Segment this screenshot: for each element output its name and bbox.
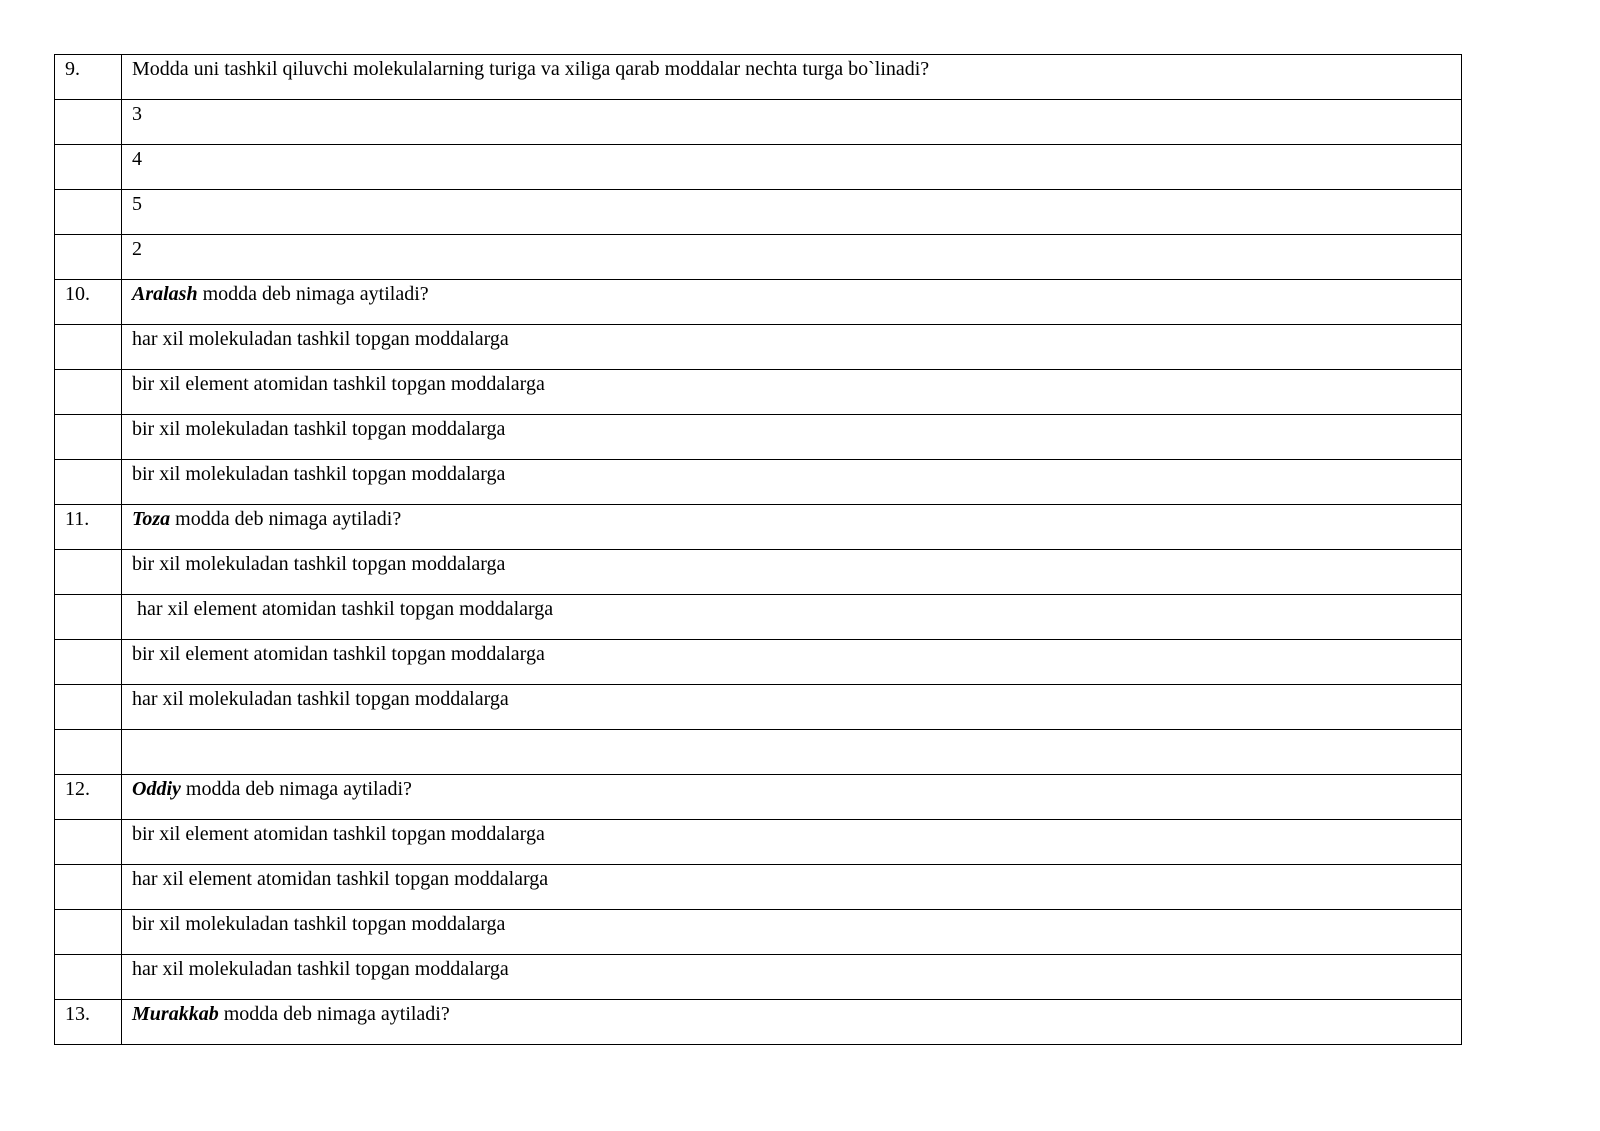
answer-option-row [55, 685, 1462, 730]
question-number [65, 235, 121, 239]
quiz-table [54, 54, 1462, 1045]
answer-option-cell [122, 865, 1462, 910]
question-text-cell [122, 55, 1462, 100]
answer-option-row [55, 325, 1462, 370]
answer-option-text [132, 640, 1461, 664]
answer-option-cell [122, 460, 1462, 505]
text-body: 5 [132, 193, 142, 215]
question-number: 10. [65, 283, 90, 305]
question-number [65, 640, 121, 644]
quiz-table-body [55, 55, 1462, 1045]
question-number-cell [55, 1000, 122, 1045]
answer-option-cell [122, 640, 1462, 685]
answer-option-text [132, 370, 1461, 394]
answer-option-row [55, 145, 1462, 190]
answer-option-row [55, 550, 1462, 595]
question-text [132, 1000, 1461, 1024]
question-number: 12. [65, 778, 90, 800]
text-body: bir xil element atomidan tashkil topgan moddalarga [132, 373, 545, 395]
text-body: 2 [132, 238, 142, 260]
text-body: bir xil molekuladan tashkil topgan moddalarga [132, 553, 506, 575]
answer-option-text [132, 325, 1461, 349]
answer-option-cell [122, 145, 1462, 190]
answer-option-text [132, 685, 1461, 709]
answer-option-cell [122, 370, 1462, 415]
answer-option-row [55, 820, 1462, 865]
text-body: bir xil molekuladan tashkil topgan moddalarga [132, 463, 506, 485]
question-text-cell [122, 505, 1462, 550]
question-number-cell [55, 955, 122, 1000]
answer-option-text [132, 865, 1461, 889]
answer-option-row [55, 190, 1462, 235]
question-number [65, 865, 121, 869]
question-number [65, 955, 121, 959]
answer-option-row [55, 595, 1462, 640]
text-body: modda deb nimaga aytiladi? [180, 778, 412, 800]
answer-option-cell [122, 235, 1462, 280]
question-number-cell [55, 280, 122, 325]
question-number [65, 730, 121, 734]
text-body: har xil element atomidan tashkil topgan moddalarga [132, 868, 549, 890]
answer-option-cell [122, 550, 1462, 595]
question-number-cell [55, 820, 122, 865]
text-body: bir xil element atomidan tashkil topgan moddalarga [132, 643, 545, 665]
question-number-cell [55, 460, 122, 505]
text-body: modda deb nimaga aytiladi? [218, 1003, 450, 1025]
question-number-cell [55, 235, 122, 280]
text-body: Modda uni tashkil qiluvchi molekulalarning turiga va xiliga qarab moddalar nechta turga bo`linadi? [132, 58, 930, 80]
question-row [55, 55, 1462, 100]
answer-option-row [55, 370, 1462, 415]
question-number-cell [55, 595, 122, 640]
answer-option-cell [122, 595, 1462, 640]
question-number-cell [55, 865, 122, 910]
question-keyword: Toza [132, 508, 171, 530]
question-number [65, 415, 121, 419]
question-number [65, 685, 121, 689]
text-body: har xil molekuladan tashkil topgan moddalarga [132, 328, 509, 350]
question-number [65, 100, 121, 104]
answer-option-text [132, 460, 1461, 484]
question-number-cell [55, 685, 122, 730]
question-row [55, 505, 1462, 550]
question-number: 13. [65, 1003, 90, 1025]
answer-option-cell [122, 415, 1462, 460]
answer-option-cell [122, 910, 1462, 955]
question-number-cell [55, 550, 122, 595]
question-number [65, 910, 121, 914]
question-row [55, 730, 1462, 775]
answer-option-row [55, 955, 1462, 1000]
answer-option-row [55, 640, 1462, 685]
question-row [55, 775, 1462, 820]
answer-option-text [132, 235, 1461, 259]
answer-option-text [132, 100, 1461, 124]
question-number [65, 190, 121, 194]
question-number [65, 595, 121, 599]
text-body: bir xil molekuladan tashkil topgan moddalarga [132, 913, 506, 935]
question-text [132, 55, 1461, 79]
text-body: har xil molekuladan tashkil topgan moddalarga [132, 958, 509, 980]
text-body: bir xil element atomidan tashkil topgan moddalarga [132, 823, 545, 845]
question-text [132, 730, 1461, 734]
answer-option-cell [122, 100, 1462, 145]
text-body: har xil element atomidan tashkil topgan moddalarga [132, 598, 554, 620]
question-number-cell [55, 145, 122, 190]
text-body: har xil molekuladan tashkil topgan moddalarga [132, 688, 509, 710]
question-row [55, 1000, 1462, 1045]
question-keyword: Oddiy [132, 778, 181, 800]
answer-option-row [55, 865, 1462, 910]
question-text-cell [122, 280, 1462, 325]
answer-option-cell [122, 820, 1462, 865]
answer-option-cell [122, 685, 1462, 730]
question-number-cell [55, 640, 122, 685]
question-text-cell [122, 1000, 1462, 1045]
answer-option-row [55, 100, 1462, 145]
answer-option-text [132, 910, 1461, 934]
question-number [65, 460, 121, 464]
question-number-cell [55, 190, 122, 235]
answer-option-cell [122, 190, 1462, 235]
question-text-cell [122, 730, 1462, 775]
question-number-cell [55, 100, 122, 145]
text-body: 3 [132, 103, 142, 125]
question-number-cell [55, 325, 122, 370]
answer-option-cell [122, 325, 1462, 370]
answer-option-row [55, 910, 1462, 955]
answer-option-cell [122, 955, 1462, 1000]
question-keyword: Aralash [132, 283, 198, 305]
question-number-cell [55, 910, 122, 955]
text-body: modda deb nimaga aytiladi? [170, 508, 402, 530]
question-number [65, 550, 121, 554]
answer-option-row [55, 415, 1462, 460]
question-number-cell [55, 730, 122, 775]
question-text [132, 775, 1461, 799]
question-number [65, 145, 121, 149]
answer-option-text [132, 595, 1461, 619]
answer-option-text [132, 415, 1461, 439]
question-number: 9. [65, 58, 80, 80]
answer-option-text [132, 820, 1461, 844]
answer-option-text [132, 550, 1461, 574]
question-keyword: Murakkab [132, 1003, 219, 1025]
text-body: 4 [132, 148, 142, 170]
question-number [65, 325, 121, 329]
question-number [65, 370, 121, 374]
answer-option-text [132, 145, 1461, 169]
question-number-cell [55, 505, 122, 550]
answer-option-text [132, 190, 1461, 214]
question-number-cell [55, 370, 122, 415]
question-number-cell [55, 55, 122, 100]
answer-option-row [55, 235, 1462, 280]
text-body: bir xil molekuladan tashkil topgan moddalarga [132, 418, 506, 440]
answer-option-text [132, 955, 1461, 979]
question-number [65, 820, 121, 824]
answer-option-row [55, 460, 1462, 505]
question-number-cell [55, 775, 122, 820]
question-text [132, 280, 1461, 304]
question-text [132, 505, 1461, 529]
question-number-cell [55, 415, 122, 460]
question-number: 11. [65, 508, 90, 530]
question-row [55, 280, 1462, 325]
question-text-cell [122, 775, 1462, 820]
text-body: modda deb nimaga aytiladi? [197, 283, 429, 305]
